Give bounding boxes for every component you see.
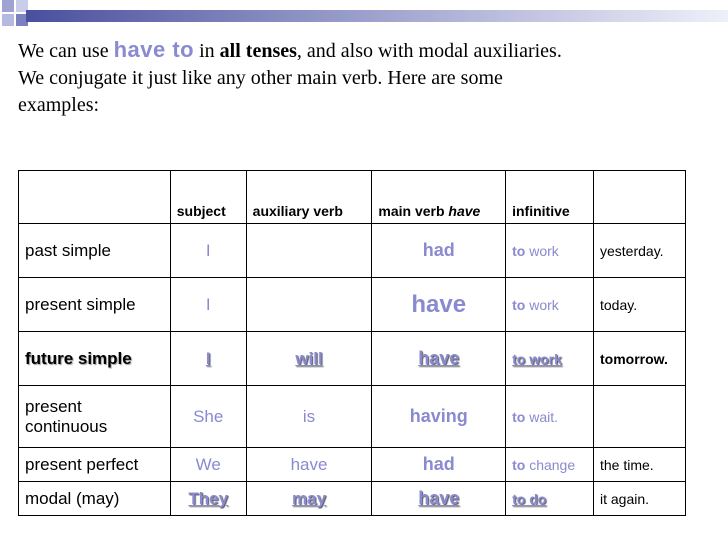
- header-main-italic: have: [448, 203, 481, 219]
- subject-cell: They: [170, 482, 246, 516]
- rest-cell: tomorrow.: [594, 332, 686, 386]
- table-row: [19, 386, 686, 448]
- header-empty: [19, 171, 171, 224]
- intro-paragraph: [18, 36, 718, 119]
- infinitive-cell: [506, 278, 594, 332]
- infinitive-verb: wait.: [525, 408, 558, 425]
- infinitive-cell: [506, 482, 594, 516]
- intro-text: We can use: [18, 40, 114, 62]
- tense-label: present simple: [19, 278, 171, 332]
- infinitive-to: to: [512, 490, 526, 507]
- infinitive-cell: [506, 386, 594, 448]
- table-row: [19, 224, 686, 278]
- intro-line-2: We conjugate it just like any other main verb. Here are some: [18, 67, 503, 89]
- infinitive-to: to: [512, 456, 526, 473]
- tense-label: present perfect: [19, 448, 171, 482]
- main-verb-cell: had: [372, 224, 506, 278]
- auxiliary-cell: is: [246, 386, 372, 448]
- rest-cell: today.: [594, 278, 686, 332]
- main-verb-cell: have: [372, 332, 506, 386]
- intro-text: , and also with modal auxiliaries.: [296, 40, 562, 62]
- subject-cell: I: [170, 224, 246, 278]
- header-main-verb: [372, 171, 506, 224]
- auxiliary-cell: [246, 278, 372, 332]
- table-row: [19, 278, 686, 332]
- intro-line-3: examples:: [18, 94, 100, 116]
- infinitive-verb: work: [525, 296, 559, 313]
- header-rest: [594, 171, 686, 224]
- header-main-prefix: main verb: [378, 203, 449, 219]
- conjugation-table: [18, 170, 686, 516]
- tense-label: past simple: [19, 224, 171, 278]
- infinitive-to: to: [512, 242, 526, 259]
- table-row: [19, 448, 686, 482]
- table-row-highlighted: [19, 332, 686, 386]
- rest-cell: yesterday.: [594, 224, 686, 278]
- header-decoration: [0, 0, 728, 32]
- rest-cell: it again.: [594, 482, 686, 516]
- tense-label: [19, 386, 171, 448]
- header-auxiliary: auxiliary verb: [246, 171, 372, 224]
- table-row: [19, 482, 686, 516]
- infinitive-verb: change: [525, 456, 576, 473]
- tense-label: future simple: [19, 332, 171, 386]
- auxiliary-cell: [246, 224, 372, 278]
- rest-cell: the time.: [594, 448, 686, 482]
- tense-label-line: present: [25, 396, 82, 416]
- infinitive-verb: work: [525, 350, 562, 367]
- deco-square: [2, 0, 14, 12]
- tense-label-line: continuous: [25, 416, 108, 436]
- main-verb-cell: have: [372, 482, 506, 516]
- deco-gradient-bar: [26, 10, 728, 22]
- subject-cell: She: [170, 386, 246, 448]
- intro-text: in: [194, 40, 220, 62]
- header-subject: subject: [170, 171, 246, 224]
- infinitive-verb: do: [525, 490, 547, 507]
- intro-highlight: have to: [113, 37, 195, 62]
- main-verb-cell: having: [372, 386, 506, 448]
- infinitive-to: to: [512, 296, 526, 313]
- auxiliary-cell: will: [246, 332, 372, 386]
- main-verb-cell: have: [372, 278, 506, 332]
- deco-square: [2, 14, 14, 26]
- table-header-row: [19, 171, 686, 224]
- rest-cell: [594, 386, 686, 448]
- subject-cell: I: [170, 332, 246, 386]
- infinitive-verb: work: [525, 242, 559, 259]
- infinitive-cell: [506, 224, 594, 278]
- intro-bold: all tenses: [219, 40, 297, 62]
- infinitive-to: to: [512, 350, 526, 367]
- infinitive-cell: [506, 332, 594, 386]
- infinitive-cell: [506, 448, 594, 482]
- tense-label: modal (may): [19, 482, 171, 516]
- main-verb-cell: had: [372, 448, 506, 482]
- auxiliary-cell: have: [246, 448, 372, 482]
- infinitive-to: to: [512, 408, 526, 425]
- subject-cell: We: [170, 448, 246, 482]
- auxiliary-cell: may: [246, 482, 372, 516]
- header-infinitive: infinitive: [506, 171, 594, 224]
- subject-cell: I: [170, 278, 246, 332]
